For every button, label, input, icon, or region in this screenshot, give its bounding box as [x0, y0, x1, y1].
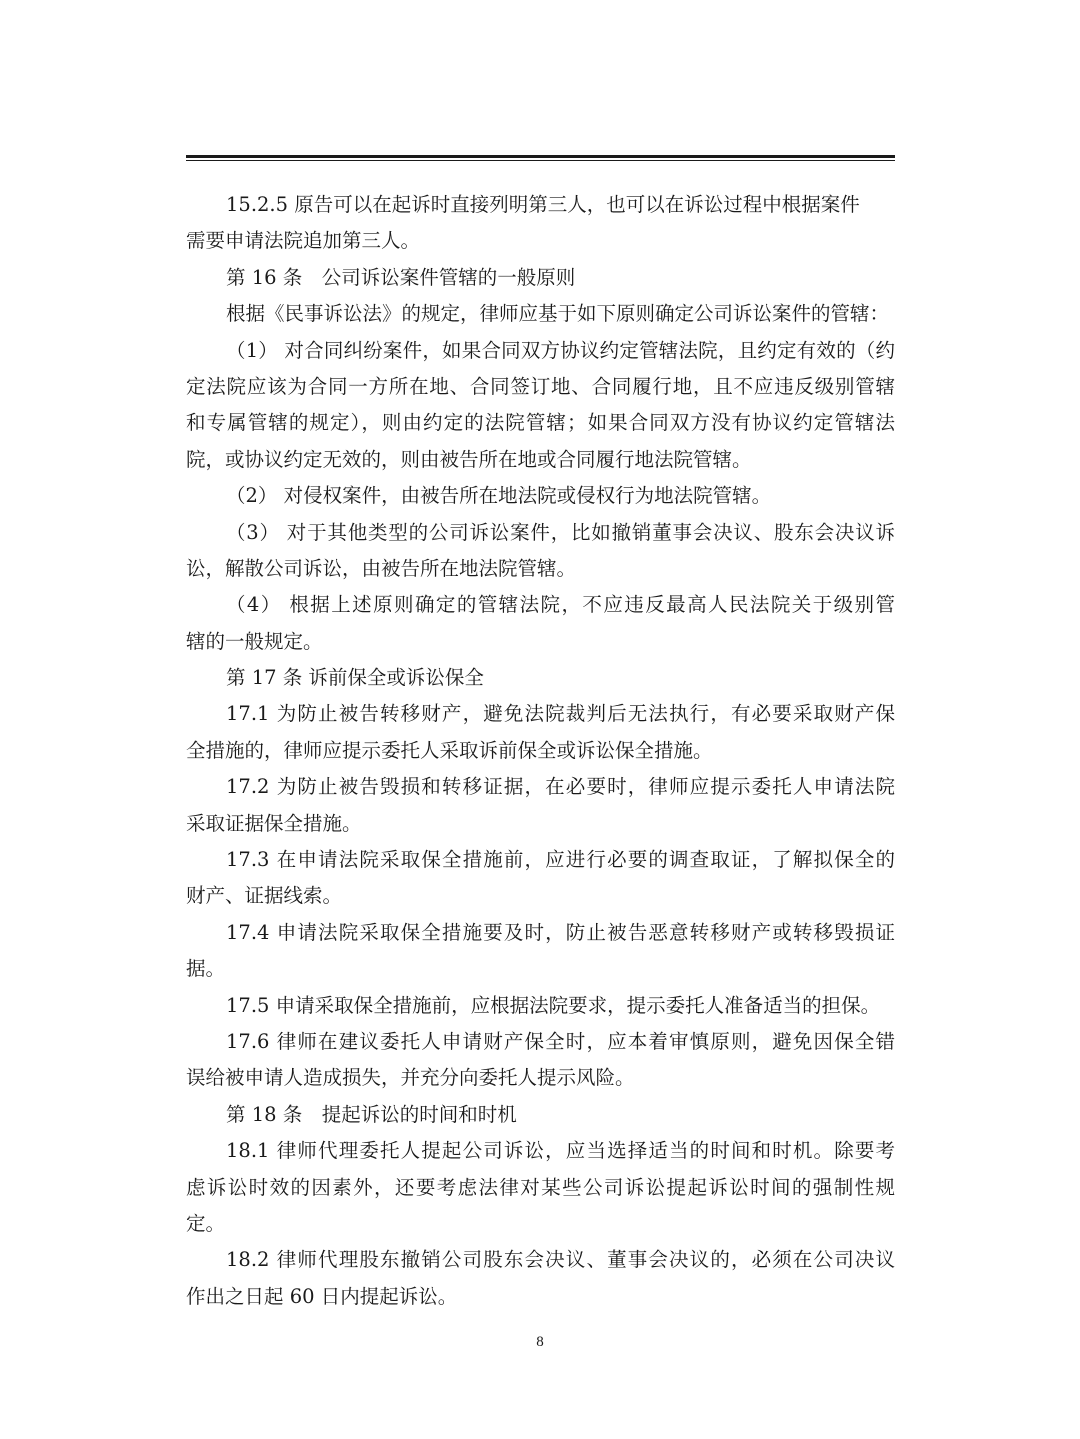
text-line: 18.1 律师代理委托人提起公司诉讼，应当选择适当的时间和时机。除要考 [226, 1139, 895, 1163]
text-line: 定法院应该为合同一方所在地、合同签订地、合同履行地，且不应违反级别管辖 [186, 374, 895, 398]
text-line: 17.4 申请法院采取保全措施要及时，防止被告恶意转移财产或转移毁损证 [226, 920, 895, 944]
text-line: 第 17 条 诉前保全或诉讼保全 [226, 666, 484, 690]
text-line: 15.2.5 原告可以在起诉时直接列明第三人，也可以在诉讼过程中根据案件 [226, 193, 860, 216]
text-line: 财产、证据线索。 [186, 884, 343, 908]
text-line: 第 16 条 公司诉讼案件管辖的一般原则 [226, 265, 576, 289]
text-line: 定。 [186, 1211, 226, 1235]
text-line: 17.6 律师在建议委托人申请财产保全时，应本着审慎原则，避免因保全错 [226, 1029, 895, 1053]
text-line: 误给被申请人造成损失，并充分向委托人提示风险。 [186, 1066, 635, 1090]
text-line: 第 18 条 提起诉讼的时间和时机 [226, 1102, 517, 1126]
text-line: 需要申请法院追加第三人。 [186, 229, 421, 253]
document-body [186, 187, 895, 1315]
text-line: 17.1 为防止被告转移财产，避免法院裁判后无法执行，有必要采取财产保 [226, 702, 895, 726]
text-line: 采取证据保全措施。 [186, 811, 362, 835]
text-line: 和专属管辖的规定），则由约定的法院管辖；如果合同双方没有协议约定管辖法 [186, 411, 895, 435]
header-rule-thick [186, 155, 895, 158]
header-rule [186, 155, 895, 162]
text-line: 据。 [186, 957, 226, 981]
text-line: （3） 对于其他类型的公司诉讼案件，比如撤销董事会决议、股东会决议诉 [226, 520, 895, 544]
text-line: 辖的一般规定。 [186, 629, 323, 653]
text-line: 17.5 申请采取保全措施前，应根据法院要求，提示委托人准备适当的担保。 [226, 993, 881, 1017]
text-line: 全措施的，律师应提示委托人采取诉前保全或诉讼保全措施。 [186, 738, 713, 762]
text-line: 18.2 律师代理股东撤销公司股东会决议、董事会决议的，必须在公司决议 [226, 1248, 895, 1272]
text-line: 虑诉讼时效的因素外，还要考虑法律对某些公司诉讼提起诉讼时间的强制性规 [186, 1175, 895, 1199]
text-line: 根据《民事诉讼法》的规定，律师应基于如下原则确定公司诉讼案件的管辖： [226, 302, 890, 326]
text-line: 作出之日起 60 日内提起诉讼。 [186, 1284, 458, 1308]
text-line: 17.2 为防止被告毁损和转移证据，在必要时，律师应提示委托人申请法院 [226, 775, 895, 799]
text-line: （4） 根据上述原则确定的管辖法院，不应违反最高人民法院关于级别管 [226, 593, 895, 617]
text-line: 17.3 在申请法院采取保全措施前，应进行必要的调查取证，了解拟保全的 [226, 848, 895, 872]
page-number: 8 [536, 1334, 544, 1350]
text-line: （1） 对合同纠纷案件，如果合同双方协议约定管辖法院，且约定有效的（约 [226, 338, 895, 362]
text-line: （2） 对侵权案件，由被告所在地法院或侵权行为地法院管辖。 [226, 484, 772, 508]
header-rule-thin [186, 160, 895, 161]
text-line: 院，或协议约定无效的，则由被告所在地或合同履行地法院管辖。 [186, 447, 752, 471]
text-line: 讼，解散公司诉讼，由被告所在地法院管辖。 [186, 556, 577, 580]
